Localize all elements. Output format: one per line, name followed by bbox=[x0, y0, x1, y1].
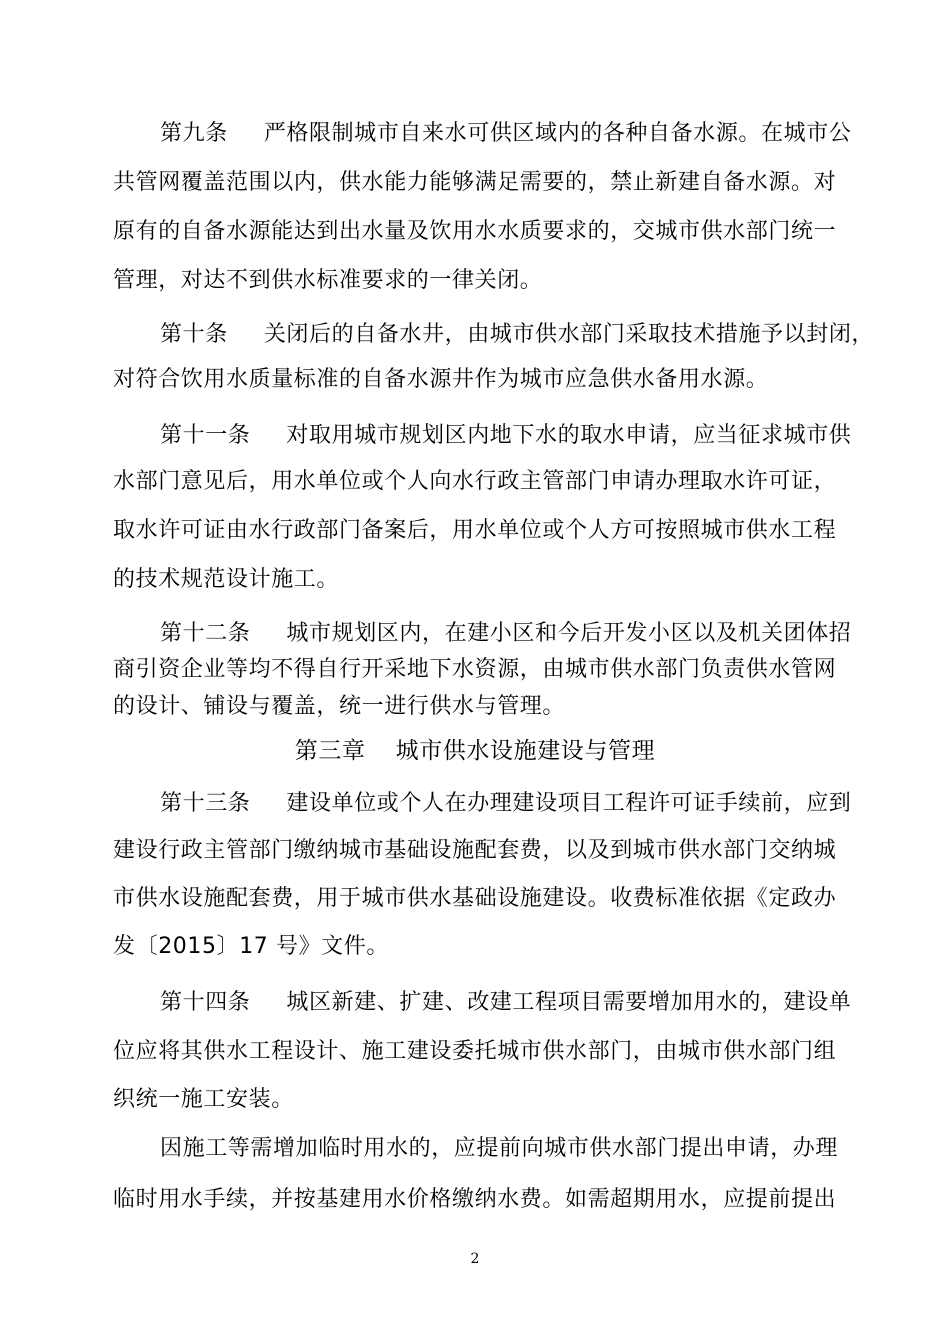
article-13-label: 第十三条 bbox=[160, 791, 251, 816]
article-13-line-2: 建设行政主管部门缴纳城市基础设施配套费，以及到城市供水部门交纳城 bbox=[113, 838, 837, 863]
article-9-label: 第九条 bbox=[160, 121, 228, 146]
article-11-line-1: 第十一条 对取用城市规划区内地下水的取水申请，应当征求城市供 bbox=[160, 423, 852, 448]
article-11-line-3: 取水许可证由水行政部门备案后，用水单位或个人方可按照城市供水工程 bbox=[113, 518, 837, 543]
chapter-number: 第三章 bbox=[294, 738, 366, 764]
article-9-line-1: 第九条 严格限制城市自来水可供区域内的各种自备水源。在城市公 bbox=[160, 121, 852, 146]
article-14-line-2: 位应将其供水工程设计、施工建设委托城市供水部门，由城市供水部门组 bbox=[113, 1039, 837, 1064]
article-13-line-1: 第十三条 建设单位或个人在办理建设项目工程许可证手续前，应到 bbox=[160, 791, 852, 816]
article-13-line-3: 市供水设施配套费，用于城市供水基础设施建设。收费标准依据《定政办 bbox=[113, 886, 837, 911]
article-11-line-2: 水部门意见后，用水单位或个人向水行政主管部门申请办理取水许可证， bbox=[113, 469, 837, 494]
article-9-line-3: 原有的自备水源能达到出水量及饮用水水质要求的，交城市供水部门统一 bbox=[113, 219, 837, 244]
article-9-line-2: 共管网覆盖范围以内，供水能力能够满足需要的，禁止新建自备水源。对 bbox=[113, 170, 837, 195]
article-10-label: 第十条 bbox=[160, 322, 228, 347]
article-13-line-4: 发〔2015〕17 号》文件。 bbox=[113, 934, 389, 959]
article-11-label: 第十一条 bbox=[160, 423, 251, 448]
article-14-label: 第十四条 bbox=[160, 990, 251, 1015]
article-12-label: 第十二条 bbox=[160, 621, 251, 646]
article-10-line-2: 对符合饮用水质量标准的自备水源井作为城市应急供水备用水源。 bbox=[113, 367, 769, 392]
article-14-line-3: 织统一施工安装。 bbox=[113, 1087, 294, 1112]
article-12-line-1: 第十二条 城市规划区内，在建小区和今后开发小区以及机关团体招 bbox=[160, 621, 852, 646]
article-9-line-4: 管理，对达不到供水标准要求的一律关闭。 bbox=[113, 268, 543, 293]
article-11-line-4: 的技术规范设计施工。 bbox=[113, 567, 340, 592]
temporary-water-line-1: 因施工等需增加临时用水的，应提前向城市供水部门提出申请，办理 bbox=[160, 1136, 839, 1161]
article-12-line-2: 商引资企业等均不得自行开采地下水资源，由城市供水部门负责供水管网 bbox=[113, 657, 837, 682]
chapter-heading bbox=[0, 735, 950, 767]
article-10-line-1: 第十条 关闭后的自备水井，由城市供水部门采取技术措施予以封闭， bbox=[160, 322, 875, 347]
page-number: 2 bbox=[470, 1251, 480, 1267]
temporary-water-line-2: 临时用水手续，并按基建用水价格缴纳水费。如需超期用水，应提前提出 bbox=[113, 1187, 837, 1212]
chapter-title: 城市供水设施建设与管理 bbox=[395, 738, 656, 764]
article-12-line-3: 的设计、铺设与覆盖，统一进行供水与管理。 bbox=[113, 694, 566, 719]
article-14-line-1: 第十四条 城区新建、扩建、改建工程项目需要增加用水的，建设单 bbox=[160, 990, 852, 1015]
